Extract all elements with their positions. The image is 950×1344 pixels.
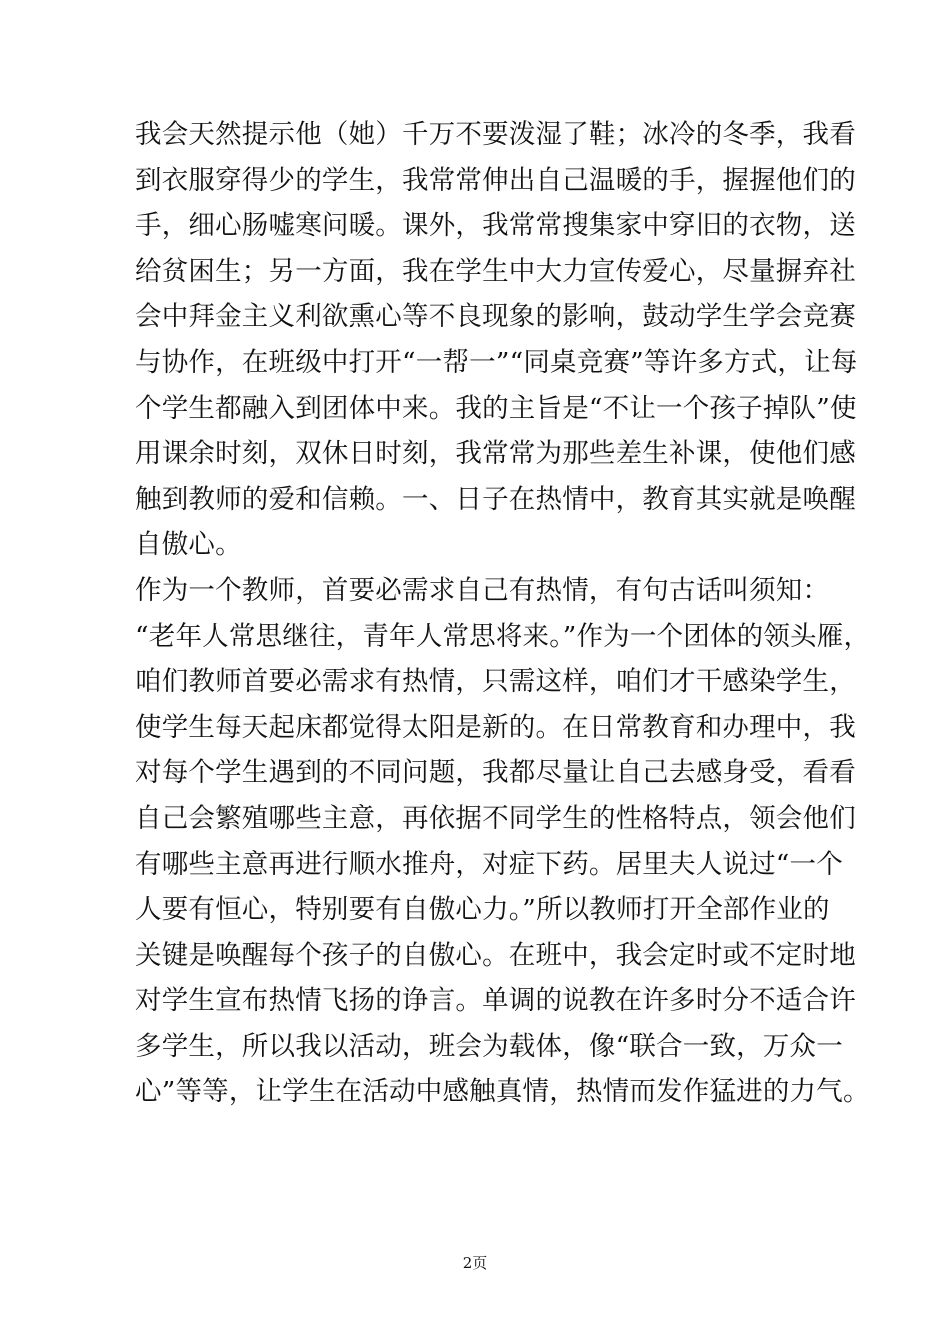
text-line: 用课余时刻，双休日时刻，我常常为那些差生补课，使他们感: [135, 438, 856, 470]
text-line: 到衣服穿得少的学生，我常常伸出自己温暖的手，握握他们的: [135, 164, 856, 196]
text-line: 自己会繁殖哪些主意，再依据不同学生的性格特点，领会他们: [135, 802, 856, 834]
text-line: 个学生都融入到团体中来。我的主旨是“不让一个孩子掉队”使: [135, 392, 857, 424]
text-line: 对每个学生遇到的不同问题，我都尽量让自己去感身受，看看: [135, 757, 856, 789]
text-line: 给贫困生；另一方面，我在学生中大力宣传爱心，尽量摒弃社: [135, 255, 856, 287]
text-line: 与协作，在班级中打开“一帮一”“同桌竞赛”等许多方式，让每: [135, 346, 858, 378]
document-body: [135, 112, 871, 1115]
text-line: 使学生每天起床都觉得太阳是新的。在日常教育和办理中，我: [135, 711, 856, 743]
page-number: 2页: [462, 1254, 488, 1272]
text-line: 自傲心。: [135, 529, 242, 561]
text-line: 触到教师的爱和信赖。一、日子在热情中，教育其实就是唤醒: [135, 483, 856, 515]
text-line: “老年人常思继往，青年人常思将来。”作为一个团体的领头雁，: [135, 620, 871, 652]
text-line: 手，细心肠嘘寒问暖。课外，我常常搜集家中穿旧的衣物，送: [135, 210, 856, 242]
text-line: 我会天然提示他（她）千万不要泼湿了鞋；冰冷的冬季，我看: [135, 119, 856, 150]
text-line: 心”等等，让学生在活动中感触真情，热情而发作猛进的力气。: [135, 1076, 870, 1108]
text-line: 有哪些主意再进行顺水推舟，对症下药。居里夫人说过“一个: [135, 848, 843, 880]
text-line: 多学生，所以我以活动，班会为载体，像“联合一致，万众一: [135, 1030, 843, 1062]
text-line: 作为一个教师，首要必需求自己有热情，有句古话叫须知：: [135, 574, 830, 606]
text-line: 会中拜金主义利欲熏心等不良现象的影响，鼓动学生学会竞赛: [135, 301, 856, 333]
text-line: 人要有恒心，特别要有自傲心力。”所以教师打开全部作业的: [135, 894, 830, 926]
text-line: 咱们教师首要必需求有热情，只需这样，咱们才干感染学生，: [135, 666, 856, 698]
text-line: 对学生宣布热情飞扬的诤言。单调的说教在许多时分不适合许: [135, 985, 856, 1017]
text-line: 关键是唤醒每个孩子的自傲心。在班中，我会定时或不定时地: [135, 939, 856, 971]
